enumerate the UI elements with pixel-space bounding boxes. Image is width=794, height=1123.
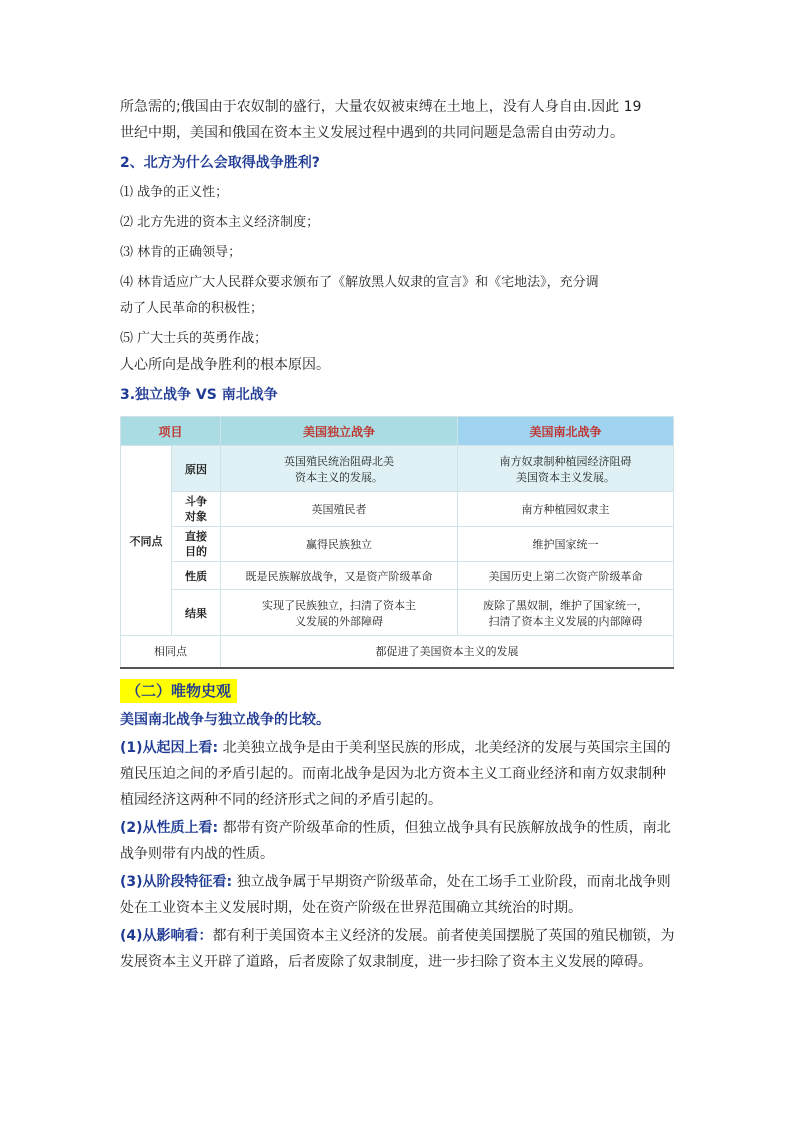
- section-title: （二）唯物史观: [120, 679, 237, 703]
- point-text: 北美独立战争是由于美利坚民族的形成，北美经济的发展与英国宗主国的殖民压迫之间的矛盾引起的。而南北战争是因为北方资本主义工商业经济和南方奴隶制种植园经济这两种不同的经济形式之间的矛盾引起的。: [120, 739, 671, 808]
- table-cell-civil-war: 废除了黑奴制，维护了国家统一， 扫清了资本主义发展的内部障碍: [458, 590, 674, 636]
- table-row-label: 直接 目的: [172, 527, 221, 562]
- table-same-value: 都促进了美国资本主义的发展: [221, 636, 674, 668]
- q2-item-2: ⑵ 北方先进的资本主义经济制度；: [120, 215, 320, 230]
- comparison-point-2: [120, 815, 676, 867]
- point-lead: (2)从性质上看:: [120, 819, 219, 836]
- table-header-civil-war: 美国南北战争: [458, 417, 674, 446]
- comparison-table: [120, 416, 674, 669]
- point-text: 都有利于美国资本主义经济的发展。前者使美国摆脱了英国的殖民枷锁，为发展资本主义开辟了道路，后者废除了奴隶制度，进一步扫除了资本主义发展的障碍。: [120, 927, 675, 970]
- section-subheading: 美国南北战争与独立战争的比较。: [120, 711, 330, 728]
- table-cell-independence: 实现了民族独立，扫清了资本主 义发展的外部障碍: [221, 590, 458, 636]
- table-group-label: 不同点: [121, 446, 172, 636]
- point-lead: (4)从影响看：: [120, 927, 213, 944]
- comparison-point-1: [120, 735, 676, 813]
- table-cell-independence: 既是民族解放战争，又是资产阶级革命: [221, 562, 458, 590]
- q2-heading: 2、北方为什么会取得战争胜利?: [120, 155, 320, 171]
- table-cell-civil-war: 南方种植园奴隶主: [458, 492, 674, 527]
- comparison-point-3: [120, 869, 676, 921]
- table-row-nature: [121, 562, 674, 590]
- table-header-item: 项目: [121, 417, 221, 446]
- table-cell-independence: 英国殖民统治阻碍北美 资本主义的发展。: [221, 446, 458, 492]
- q2-item-4-cont: 动了人民革命的积极性；: [120, 301, 264, 316]
- comparison-point-4: [120, 923, 676, 975]
- table-row-label: 斗争 对象: [172, 492, 221, 527]
- document-content: [120, 94, 676, 975]
- q2-item-1: ⑴ 战争的正义性；: [120, 185, 229, 200]
- point-lead: (1)从起因上看:: [120, 739, 219, 756]
- intro-line-1: 所急需的;俄国由于农奴制的盛行，大量农奴被束缚在土地上，没有人身自由.因此 19: [120, 99, 642, 115]
- table-row-cause: [121, 446, 674, 492]
- table-row-label: 性质: [172, 562, 221, 590]
- q2-conclusion: 人心所向是战争胜利的根本原因。: [120, 357, 330, 373]
- table-same-label: 相同点: [121, 636, 221, 668]
- point-text: 独立战争属于早期资产阶级革命，处在工场手工业阶段，而南北战争则处在工业资本主义发展时期，处在资产阶级在世界范围确立其统治的时期。: [120, 873, 671, 916]
- point-lead: (3)从阶段特征看:: [120, 873, 233, 890]
- table-cell-civil-war: 南方奴隶制种植园经济阻碍 美国资本主义发展。: [458, 446, 674, 492]
- q2-item-3: ⑶ 林肯的正确领导；: [120, 245, 242, 260]
- table-row-goal: [121, 527, 674, 562]
- table-cell-civil-war: 维护国家统一: [458, 527, 674, 562]
- q2-item-5: ⑸ 广大士兵的英勇作战；: [120, 331, 268, 346]
- table-row-label: 结果: [172, 590, 221, 636]
- table-header-row: [121, 417, 674, 446]
- q2-item-4: ⑷ 林肯适应广大人民群众要求颁布了《解放黑人奴隶的宣言》和《宅地法》，充分调: [120, 275, 599, 290]
- table-cell-civil-war: 美国历史上第二次资产阶级革命: [458, 562, 674, 590]
- table-row-same: [121, 636, 674, 668]
- intro-line-2: 世纪中期，美国和俄国在资本主义发展过程中遇到的共同问题是急需自由劳动力。: [120, 125, 624, 141]
- table-cell-independence: 英国殖民者: [221, 492, 458, 527]
- table-header-independence: 美国独立战争: [221, 417, 458, 446]
- table-row-target: [121, 492, 674, 527]
- q3-heading: 3.独立战争 VS 南北战争: [120, 387, 278, 403]
- table-row-result: [121, 590, 674, 636]
- point-text: 都带有资产阶级革命的性质，但独立战争具有民族解放战争的性质，南北战争则带有内战的性质。: [120, 819, 671, 862]
- table-row-label: 原因: [172, 446, 221, 492]
- table-cell-independence: 赢得民族独立: [221, 527, 458, 562]
